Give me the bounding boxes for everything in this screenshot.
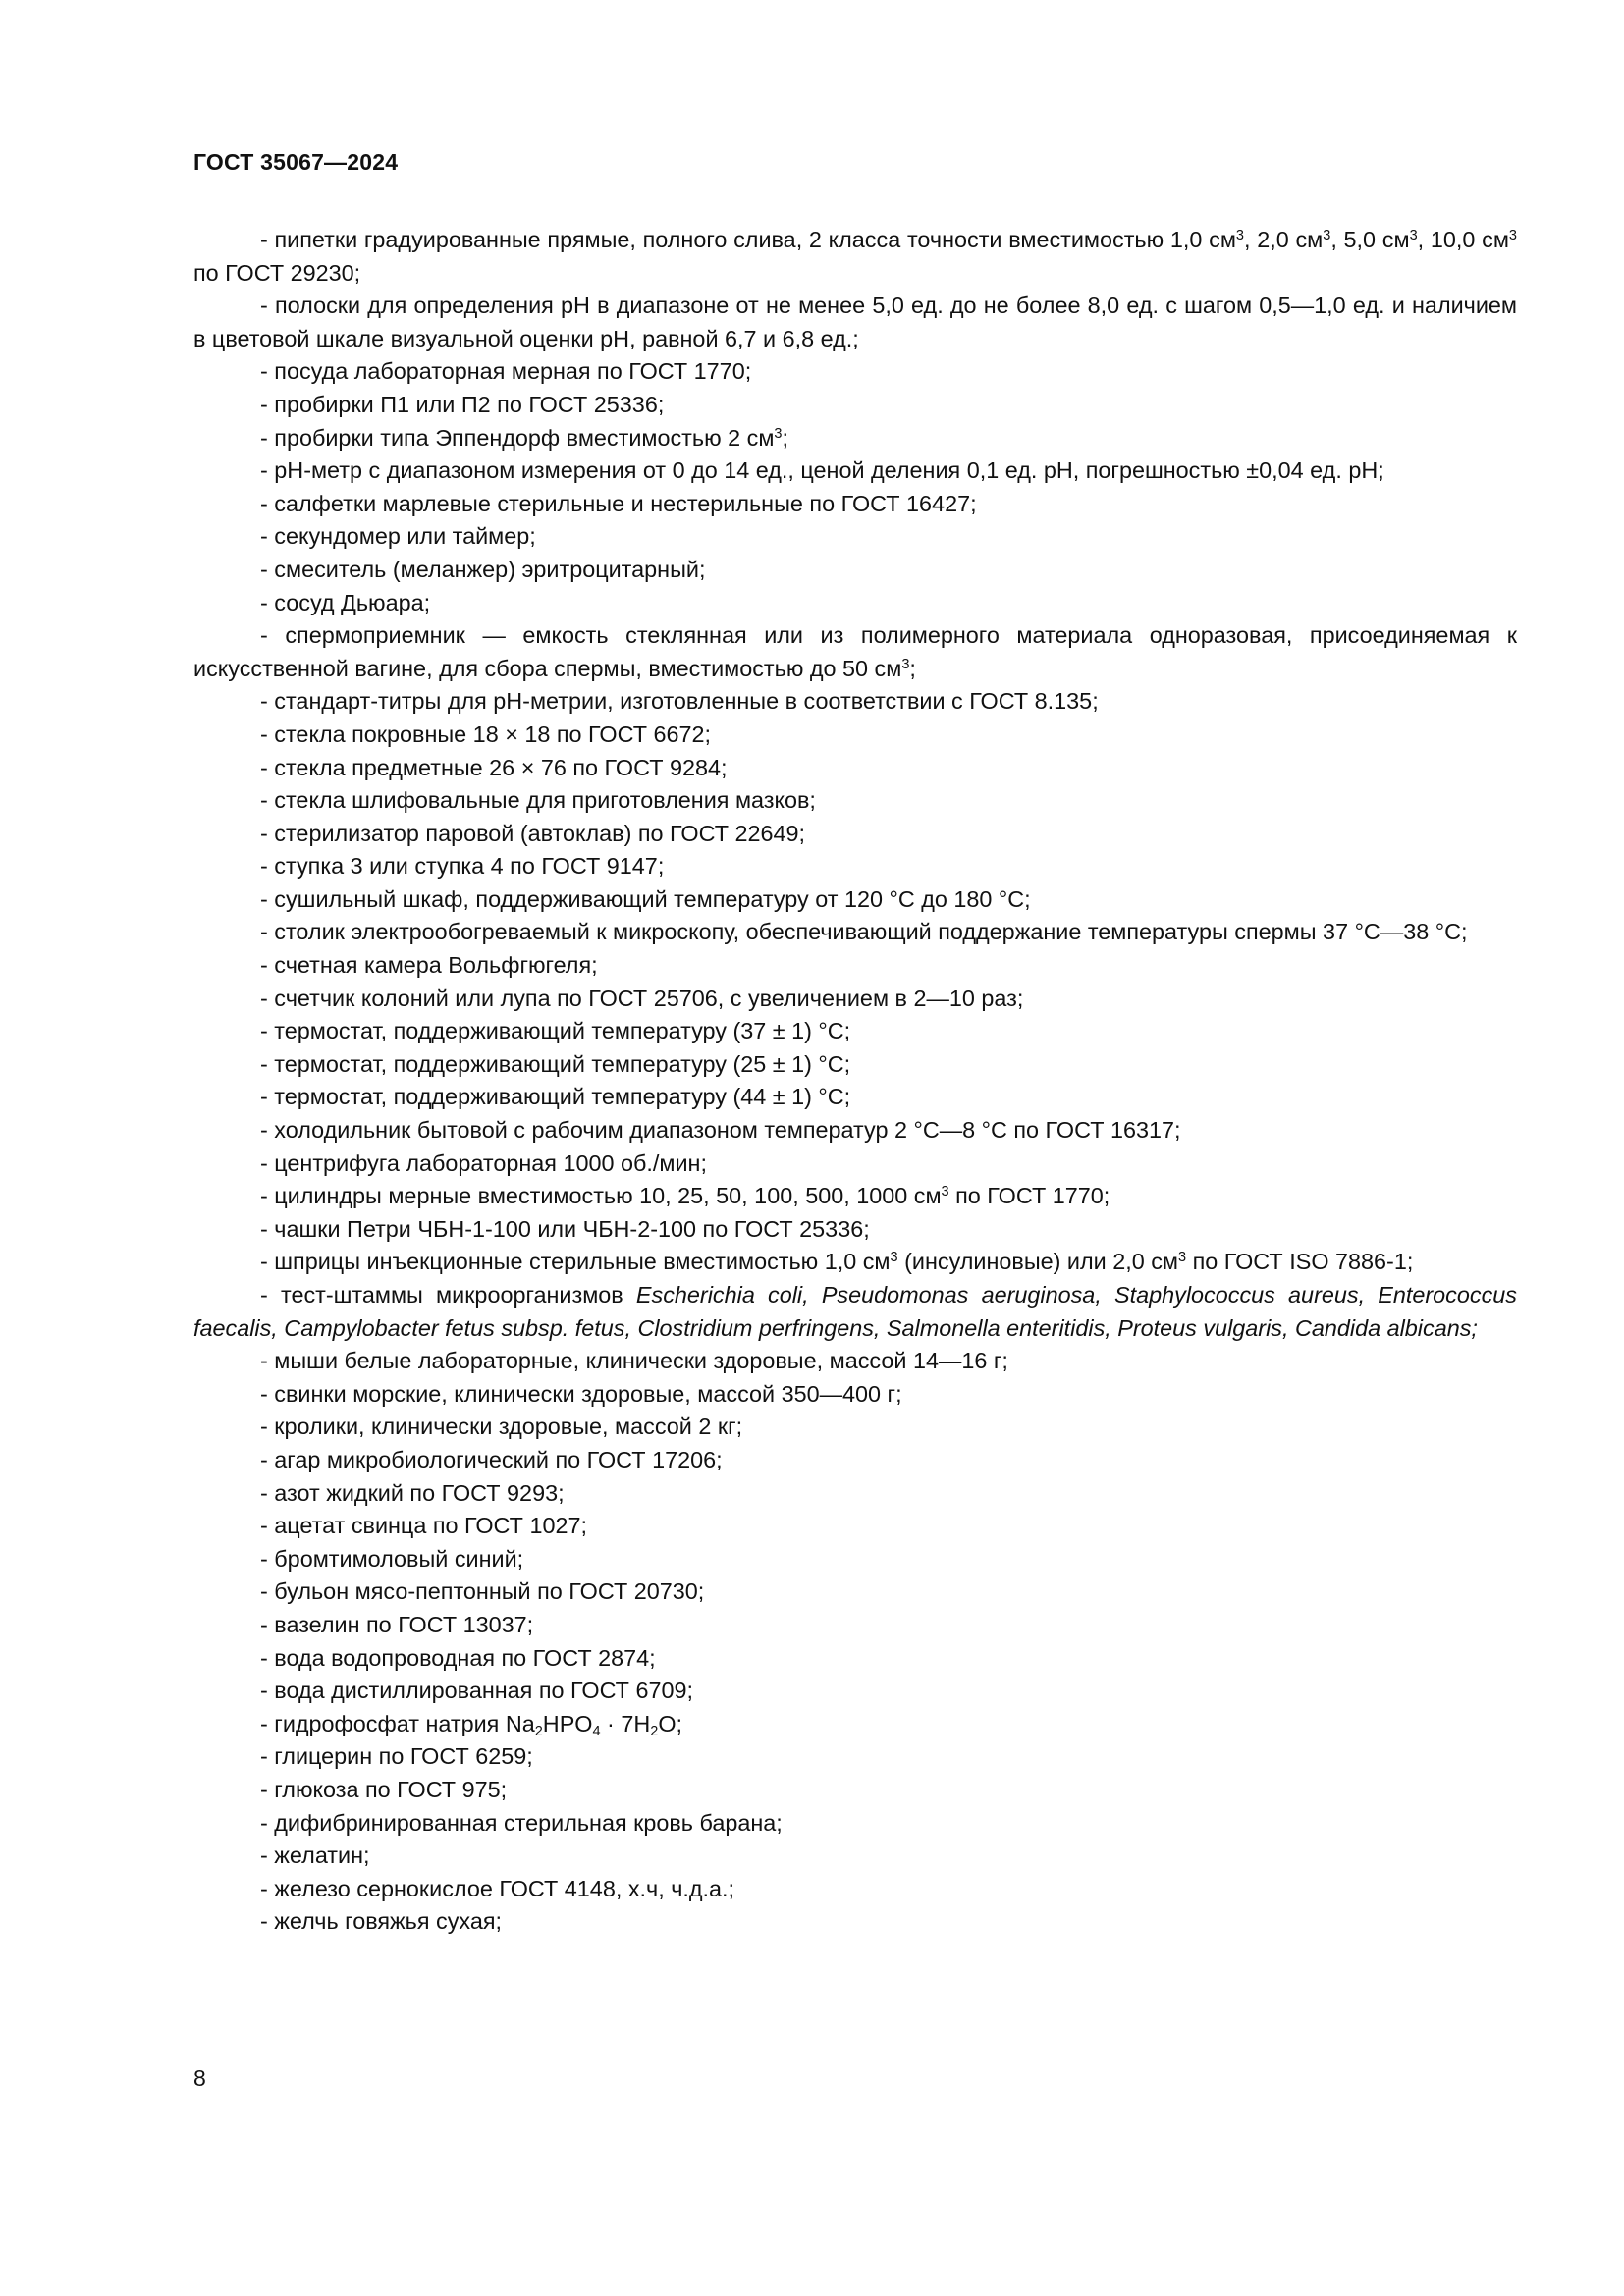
document-header: ГОСТ 35067—2024 bbox=[193, 149, 399, 175]
list-item: - бульон мясо-пептонный по ГОСТ 20730; bbox=[260, 1578, 705, 1605]
list-item: - рН-метр с диапазоном измерения от 0 до 14 ед., ценой деления 0,1 ед. рН, погрешностью ±0,04 ед. рН; bbox=[260, 457, 1384, 484]
list-item: - сушильный шкаф, поддерживающий температуру от 120 °С до 180 °С; bbox=[260, 885, 1031, 912]
list-item: - бромтимоловый синий; bbox=[260, 1545, 524, 1572]
list-item: - стекла предметные 26 × 76 по ГОСТ 9284; bbox=[260, 754, 728, 780]
list-item: - полоски для определения рН в диапазоне от не менее 5,0 ед. до не более 8,0 ед. с шагом 0,5—1,0 ед. и наличием в цветовой шкале визуальной оценки рН, равной 6,7 и 6,8 ед.; bbox=[193, 293, 1517, 351]
list-item: - глицерин по ГОСТ 6259; bbox=[260, 1743, 533, 1770]
list-item: - желчь говяжья сухая; bbox=[260, 1908, 503, 1935]
list-item: - спермоприемник — емкость стеклянная или из полимерного материала одноразовая, присоединяемая к искусственной вагине, для сбора спермы, вместимостью до 50 $см^3$; bbox=[193, 622, 1517, 681]
list-item: - кролики, клинически здоровые, массой 2 кг; bbox=[260, 1414, 743, 1440]
list-item: - мыши белые лабораторные, клинически здоровые, массой 14—16 г; bbox=[260, 1348, 1008, 1374]
list-item: - цилиндры мерные вместимостью 10, 25, 50, 100, 500, 1000 $см^3$ по ГОСТ 1770; bbox=[260, 1183, 1110, 1209]
list-item: - вазелин по ГОСТ 13037; bbox=[260, 1611, 534, 1637]
list-item: - холодильник бытовой с рабочим диапазоном температур 2 °С—8 °С по ГОСТ 16317; bbox=[260, 1117, 1181, 1144]
list-item: - чашки Петри ЧБН-1-100 или ЧБН-2-100 по ГОСТ 25336; bbox=[260, 1215, 870, 1242]
list-item: - железо сернокислое ГОСТ 4148, х.ч, ч.д.а.; bbox=[260, 1875, 735, 1901]
list-item: - вода водопроводная по ГОСТ 2874; bbox=[260, 1644, 656, 1671]
list-item: - азот жидкий по ГОСТ 9293; bbox=[260, 1479, 565, 1506]
list-item: - стекла покровные 18 × 18 по ГОСТ 6672; bbox=[260, 721, 712, 747]
list-item: - стекла шлифовальные для приготовления мазков; bbox=[260, 787, 816, 814]
list-item: - сосуд Дьюара; bbox=[260, 589, 431, 615]
list-item: - центрифуга лабораторная 1000 об./мин; bbox=[260, 1149, 707, 1176]
list-item: - шприцы инъекционные стерильные вместимостью 1,0 $см^3$ (инсулиновые) или 2,0 $см^3$ по ГОСТ ISO 7886-1; bbox=[260, 1249, 1414, 1275]
list-item: - термостат, поддерживающий температуру (25 ± 1) °С; bbox=[260, 1050, 851, 1077]
list-item: - вода дистиллированная по ГОСТ 6709; bbox=[260, 1678, 694, 1704]
list-item: - пробирки типа Эппендорф вместимостью 2 $см^3$; bbox=[260, 424, 788, 451]
list-item: - термостат, поддерживающий температуру (44 ± 1) °С; bbox=[260, 1084, 851, 1110]
list-item: - дифибринированная стерильная кровь барана; bbox=[260, 1809, 783, 1836]
list-item: - тест-штаммы микроорганизмов Escherichia coli, Pseudomonas aeruginosa, Staphylococcus aureus, Enterococcus faecalis, Campylobacter fetus subsp. fetus, Clostridium perfringens, Salmonella enteritidis, Proteus vulgaris, Candida albicans; bbox=[193, 1282, 1517, 1341]
list-item: - пробирки П1 или П2 по ГОСТ 25336; bbox=[260, 391, 665, 417]
list-item: - салфетки марлевые стерильные и нестерильные по ГОСТ 16427; bbox=[260, 490, 977, 516]
page-number: 8 bbox=[193, 2065, 206, 2091]
list-item: - секундомер или таймер; bbox=[260, 523, 536, 550]
list-item: - стандарт-титры для рН-метрии, изготовленные в соответствии с ГОСТ 8.135; bbox=[260, 688, 1099, 715]
list-item: - счетчик колоний или лупа по ГОСТ 25706, с увеличением в 2—10 раз; bbox=[260, 985, 1024, 1011]
list-item: - посуда лабораторная мерная по ГОСТ 1770; bbox=[260, 358, 752, 385]
list-item: - ступка 3 или ступка 4 по ГОСТ 9147; bbox=[260, 853, 665, 880]
list-item: - желатин; bbox=[260, 1842, 370, 1869]
list-item: - глюкоза по ГОСТ 975; bbox=[260, 1776, 508, 1802]
list-item: - агар микробиологический по ГОСТ 17206; bbox=[260, 1446, 723, 1472]
equipment-list bbox=[193, 224, 1517, 1939]
list-item: - гидрофосфат натрия $Na_2HPO_4 \cdot 7H_2O$; bbox=[260, 1710, 683, 1740]
list-item: - ацетат свинца по ГОСТ 1027; bbox=[260, 1513, 587, 1539]
list-item: - пипетки градуированные прямые, полного слива, 2 класса точности вместимостью 1,0 $см^3$, 2,0 $см^3$, 5,0 $см^3$, 10,0 $см^3$ по ГОСТ 29230; bbox=[193, 227, 1517, 286]
list-item: - свинки морские, клинически здоровые, массой 350—400 г; bbox=[260, 1380, 902, 1407]
list-item: - столик электрообогреваемый к микроскопу, обеспечивающий поддержание температуры спермы 37 °С—38 °С; bbox=[260, 919, 1468, 945]
list-item: - счетная камера Вольфгюгеля; bbox=[260, 952, 598, 979]
list-item: - смеситель (меланжер) эритроцитарный; bbox=[260, 556, 706, 582]
list-item: - стерилизатор паровой (автоклав) по ГОСТ 22649; bbox=[260, 820, 806, 846]
list-item: - термостат, поддерживающий температуру (37 ± 1) °С; bbox=[260, 1018, 851, 1044]
